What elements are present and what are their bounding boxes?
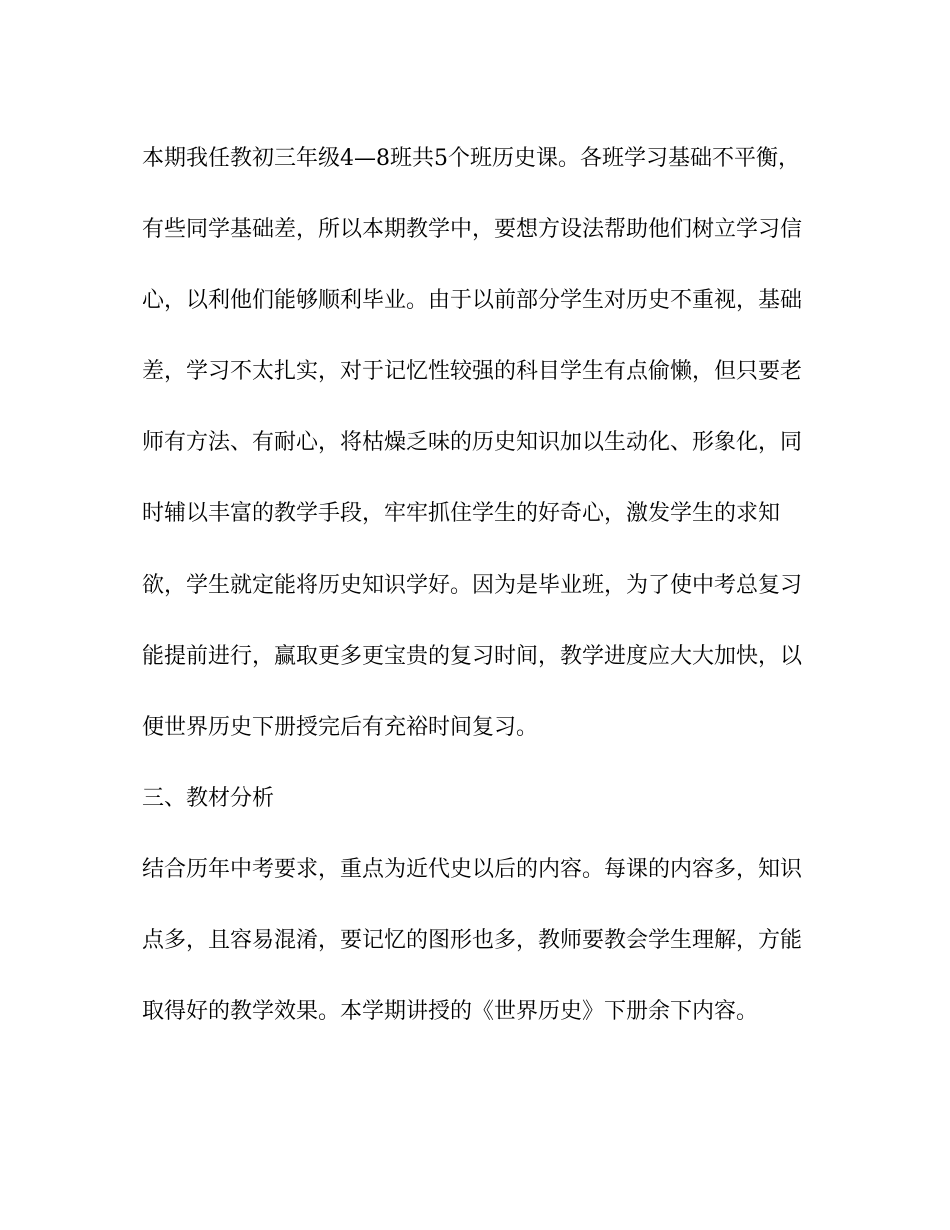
paragraph-2-line-1: 结合历年中考要求，重点为近代史以后的内容。每课的内容多，知识 xyxy=(142,857,803,882)
paragraph-1-line-2: 有些同学基础差，所以本期教学中，要想方设法帮助他们树立学习信 xyxy=(142,217,803,242)
paragraph-1-line-1: 本期我任教初三年级4—8班共5个班历史课。各班学习基础不平衡， xyxy=(142,146,800,171)
paragraph-1-line-6: 时辅以丰富的教学手段，牢牢抓住学生的好奇心，激发学生的求知 xyxy=(142,501,781,526)
paragraph-1-line-9: 便世界历史下册授完后有充裕时间复习。 xyxy=(142,715,539,740)
paragraph-1-line-3: 心，以利他们能够顺利毕业。由于以前部分学生对历史不重视，基础 xyxy=(142,288,803,313)
paragraph-1-line-4: 差，学习不太扎实，对于记忆性较强的科目学生有点偷懒，但只要老 xyxy=(142,359,803,384)
paragraph-2-line-3: 取得好的教学效果。本学期讲授的《世界历史》下册余下内容。 xyxy=(142,999,759,1024)
paragraph-1-line-5: 师有方法、有耐心，将枯燥乏味的历史知识加以生动化、形象化，同 xyxy=(142,430,803,455)
paragraph-1-line-8: 能提前进行，赢取更多更宝贵的复习时间，教学进度应大大加快，以 xyxy=(142,644,803,669)
paragraph-1-line-7: 欲，学生就定能将历史知识学好。因为是毕业班，为了使中考总复习 xyxy=(142,573,803,598)
section-heading: 三、教材分析 xyxy=(142,786,275,811)
paragraph-2-line-2: 点多，且容易混淆，要记忆的图形也多，教师要教会学生理解，方能 xyxy=(142,928,803,953)
